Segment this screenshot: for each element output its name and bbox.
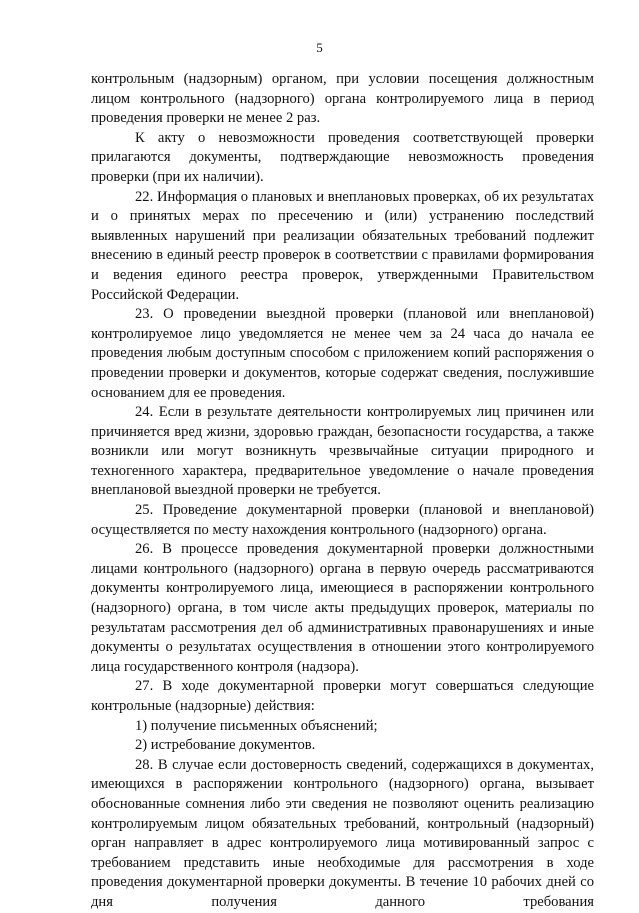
paragraph-act-attachments: К акту о невозможности проведения соответствующей проверки прилагаются документы, подтверждающие невозможность проведения проверки (при их наличии).: [91, 129, 594, 185]
paragraph-26: 26. В процессе проведения документарной проверки должностными лицами контрольного (надзорного) органа в первую очередь рассматриваются документы контролируемого лица, имеющиеся в распоряжении контрольного (надзорного) органа, в том числе акты предыдущих проверок, материалы по результатам рассмотрения дел об административных правонарушениях и иные документы о результатах осуществления в отношении этого контролируемого лица государственного контроля (надзора).: [91, 541, 594, 675]
paragraph-23: 23. О проведении выездной проверки (плановой или внеплановой) контролируемое лицо уведомляется не менее чем за 24 часа до начала ее проведения любым доступным способом с приложением копий распоряжения о проведении проверки и документов, которые содержат сведения, послужившие основанием для ее проведения.: [91, 306, 594, 401]
list-item-1: 1) получение письменных объяснений;: [135, 717, 378, 734]
paragraph-22: 22. Информация о плановых и внеплановых проверках, об их результатах и о принятых мерах по пресечению и (или) устранению последствий выявленных нарушений при реализации обязательных требований подлежит внесению в единый реестр проверок в соответствии с правилами формирования и ведения единого реестра проверок, утвержденными Правительством Российской Федерации.: [91, 188, 594, 303]
paragraph-28: 28. В случае если достоверность сведений, содержащихся в документах, имеющихся в распоряжении контрольного (надзорного) органа, вызывает обоснованные сомнения либо эти сведения не позволяют оценить реализацию контролируемым лицом обязательных требований, контрольный (надзорный) орган направляет в адрес контролируемого лица мотивированный запрос с требованием представить иные необходимые для рассмотрения в ходе проведения документарной проверки документы. В течение 10 рабочих дней со дня получения данного требования: [91, 756, 594, 910]
page-number: 5: [316, 40, 323, 55]
list-item-2: 2) истребование документов.: [135, 737, 316, 754]
paragraph-27: 27. В ходе документарной проверки могут совершаться следующие контрольные (надзорные) действия:: [91, 678, 594, 714]
paragraph-25: 25. Проведение документарной проверки (плановой и внеплановой) осуществляется по месту нахождения контрольного (надзорного) органа.: [91, 502, 594, 538]
document-body: [91, 70, 594, 913]
paragraph-24: 24. Если в результате деятельности контролируемых лиц причинен или причиняется вред жизни, здоровью граждан, безопасности государства, а также возникли или могут возникнуть чрезвычайные ситуации природного и техногенного характера, предварительное уведомление о начале проведения внеплановой выездной проверки не требуется.: [91, 404, 594, 499]
paragraph-continuation: контрольным (надзорным) органом, при условии посещения должностным лицом контрольного (надзорного) органа контролируемого лица в период проведения проверки не менее 2 раз.: [91, 71, 594, 127]
